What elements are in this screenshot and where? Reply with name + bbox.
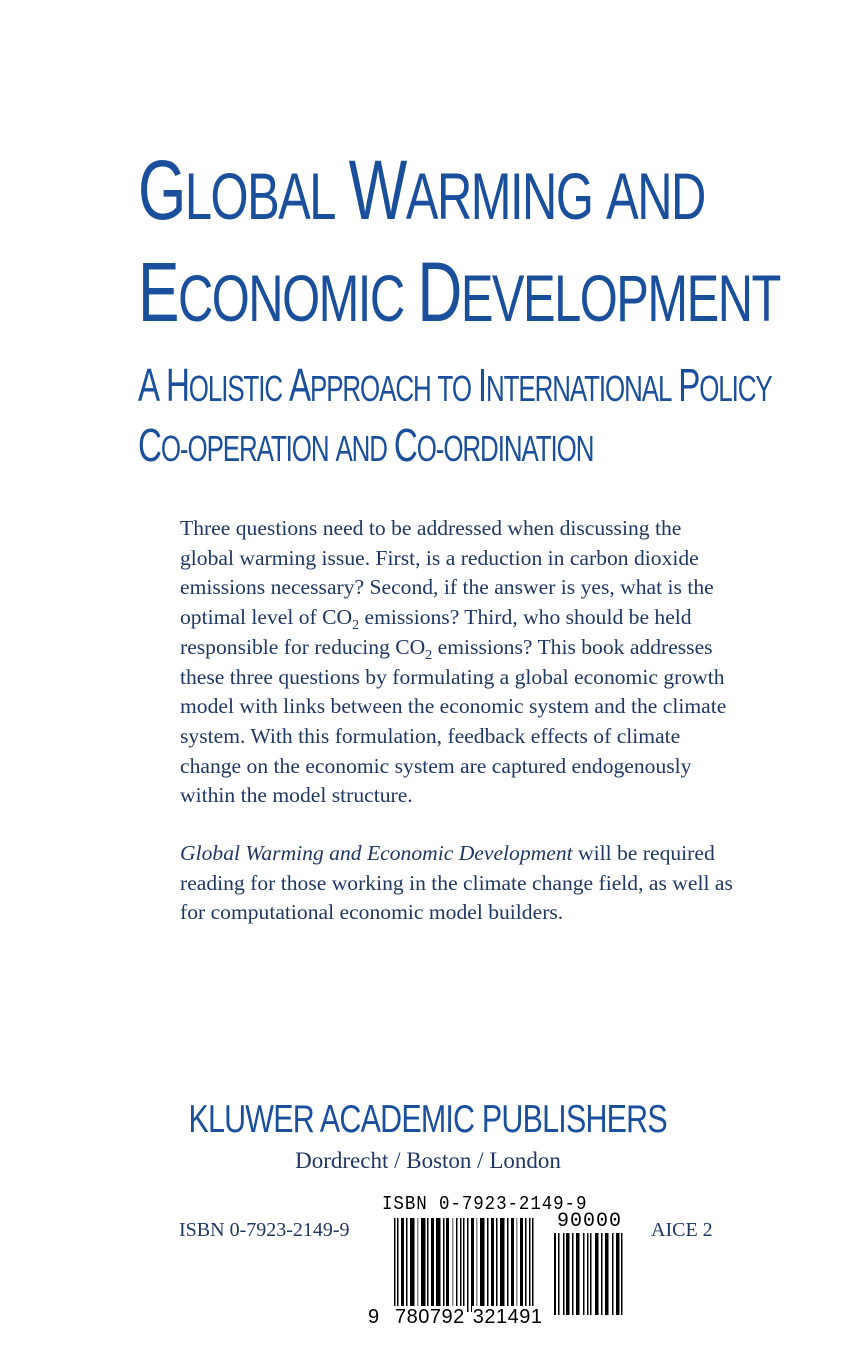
barcode [362,1193,632,1333]
title-line-2 [138,245,780,339]
title-word: LOBAL [184,159,335,233]
subtitle-word: NTERNATIONAL [485,368,672,409]
subtitle-word: O-OPERATION [160,428,329,469]
series-code: AICE 2 [651,1219,713,1241]
subtitle-initial: H [165,359,189,411]
publisher-cities: Dordrecht / Boston / London [295,1148,561,1173]
subtitle-line-1 [138,359,772,411]
cover-title-block [138,130,780,471]
publisher-block [0,1098,856,1174]
blurb-text: emissions? Third, who should be held responsible for reducing CO [180,605,692,659]
book-title-italic: Global Warming and Economic Development [180,841,573,866]
blurb-paragraph-2 [180,839,740,928]
subtitle-initial: I [477,359,486,411]
title-word: ARMING [405,159,593,233]
title-word: EVELOPMENT [460,261,780,335]
subtitle-initial: C [138,419,161,471]
cover-blurb [180,514,740,928]
title-word: CONOMIC [177,261,404,335]
title-word: AND [606,159,705,233]
subscript: 2 [352,618,360,634]
barcode-lead-digit: 9 [368,1306,380,1328]
title-line-1 [138,143,705,237]
barcode-isbn-text: ISBN 0-7923-2149-9 [382,1193,588,1215]
barcode-group-2: 321491 [472,1306,543,1328]
barcode-addon-text: 90000 [557,1210,623,1233]
blurb-text: Three questions need to be addressed when discussing the global warming issue. First, is a reduction in carbon dioxide emissions necessary? Second, if the answer is yes, what is the optimal level of CO [180,516,714,630]
title-initial: E [138,245,178,339]
subtitle-word: O-ORDINATION [416,428,594,469]
title-initial: G [138,143,185,237]
title-initial: D [417,245,461,339]
blurb-paragraph-1 [180,514,740,811]
subtitle-initial: A [288,359,311,411]
publisher-name: KLUWER ACADEMIC PUBLISHERS [188,1098,668,1141]
subtitle-initial: P [678,359,700,411]
subtitle-line-2 [138,419,594,471]
barcode-group-1: 780792 [395,1306,465,1328]
subscript: 2 [425,647,433,663]
title-initial: W [348,143,406,237]
subtitle-word: OLICY [699,368,772,409]
isbn-label: ISBN 0-7923-2149-9 [179,1219,350,1241]
subtitle-initial: A [138,359,160,411]
blurb-text: will be required reading for those working in the climate change field, as well as for computational economic model builders. [180,841,733,925]
barcode-addon-icon [554,1233,624,1315]
subtitle-word: OLISTIC [188,368,283,409]
subtitle-word: AND [335,428,387,469]
blurb-text: emissions? This book addresses these three questions by formulating a global economic growth model with links between the economic system and the climate system. With this formulation, feedback effects of climate change on the economic system are captured endogenously within the model structure. [180,634,727,808]
barcode-digits [368,1306,544,1329]
subtitle-word: PPROACH [310,368,431,409]
subtitle-word: TO [437,368,471,409]
subtitle-initial: C [393,419,417,471]
